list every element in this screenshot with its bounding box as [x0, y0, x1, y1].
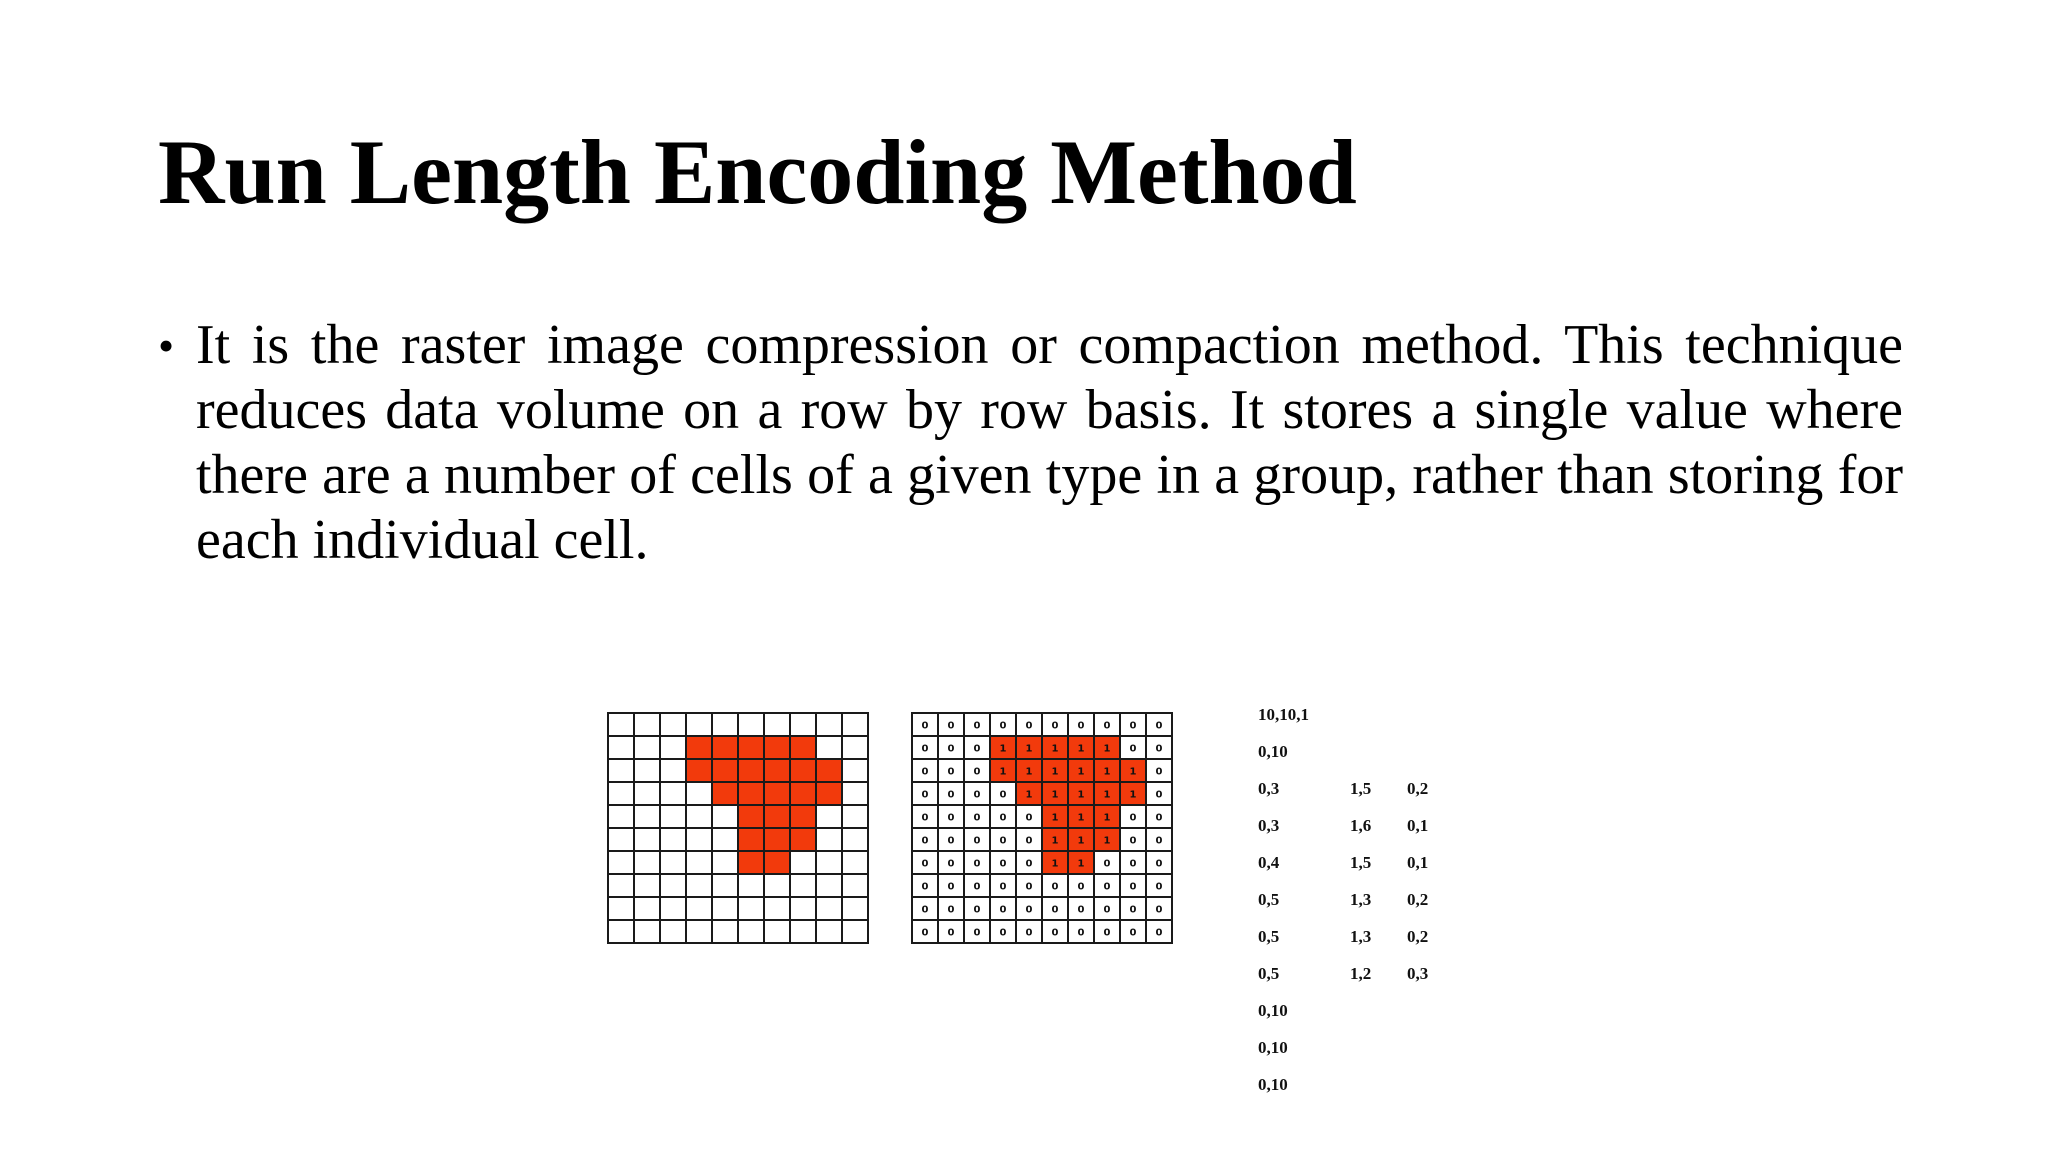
code-value: 0,3 [1407, 964, 1429, 983]
grid-cell-value: 0 [921, 720, 929, 732]
grid-cell [790, 897, 816, 920]
grid-cell-value: 0 [1051, 904, 1059, 916]
grid-cell-value: 0 [1129, 835, 1137, 847]
grid-cell-value: 0 [1103, 881, 1111, 893]
grid-cell [634, 851, 660, 874]
grid-cell-value: 0 [947, 835, 955, 847]
grid-cell [660, 759, 686, 782]
grid-cell [660, 736, 686, 759]
grid-cell-value: 0 [1051, 881, 1059, 893]
grid-cell-value: 1 [1077, 835, 1085, 847]
grid-cell-value: 0 [1129, 927, 1137, 939]
grid-cell [686, 782, 712, 805]
grid-cell-value: 0 [1129, 720, 1137, 732]
slide-title: Run Length Encoding Method [158, 121, 1357, 223]
grid-cell [738, 874, 764, 897]
code-value: 0,10 [1258, 1001, 1288, 1020]
code-value: 1,6 [1350, 816, 1372, 835]
grid-cell-value: 1 [999, 766, 1007, 778]
grid-cell-value: 0 [1155, 835, 1163, 847]
grid-cell [790, 736, 816, 759]
grid-cell [712, 713, 738, 736]
grid-cell-value: 0 [1103, 858, 1111, 870]
grid-cell [660, 851, 686, 874]
grid-cell-value: 0 [1025, 927, 1033, 939]
grid-cell [634, 736, 660, 759]
code-value: 0,4 [1258, 853, 1280, 872]
grid-cell-value: 0 [1129, 881, 1137, 893]
grid-cell [712, 874, 738, 897]
grid-cell-value: 0 [947, 881, 955, 893]
code-row [1258, 889, 1447, 926]
grid-cell-value: 0 [1103, 927, 1111, 939]
grid-cell [712, 759, 738, 782]
code-rows [1258, 741, 1447, 1111]
code-row [1258, 852, 1447, 889]
grid-cell-value: 0 [1051, 927, 1059, 939]
bullet-text: It is the raster image compression or compaction method. This technique reduces data volume on a row by row basis. It stores a single value where there are a number of cells of a given type in a group, rather than storing for each individual cell. [196, 314, 1903, 571]
grid-cell-value: 1 [1103, 835, 1111, 847]
grid-cell-value: 0 [999, 927, 1007, 939]
grid-cell [634, 782, 660, 805]
grid-cell-value: 1 [1077, 766, 1085, 778]
code-value: 0,10 [1258, 1038, 1288, 1057]
grid-cell [686, 828, 712, 851]
grid-cell-value: 0 [1129, 812, 1137, 824]
grid-cell-value: 0 [973, 904, 981, 916]
grid-cell [634, 759, 660, 782]
grid-cell-value: 0 [1025, 881, 1033, 893]
grid-cell [764, 759, 790, 782]
grid-cell [660, 920, 686, 943]
grid-cell-value: 0 [1025, 720, 1033, 732]
grid-cell-value: 1 [1077, 858, 1085, 870]
grid-cell-value: 0 [921, 766, 929, 778]
grid-cell [608, 782, 634, 805]
grid-cell-value: 0 [1129, 858, 1137, 870]
grid-cell [764, 897, 790, 920]
grid-cell [842, 874, 868, 897]
grid-cell [712, 851, 738, 874]
grid-cell [686, 897, 712, 920]
code-value: 1,2 [1350, 964, 1372, 983]
grid-cell-value: 1 [1103, 743, 1111, 755]
grid-cell-value: 0 [947, 927, 955, 939]
grid-cell [790, 828, 816, 851]
code-header-value: 10,10,1 [1258, 705, 1309, 724]
grid-cell-value: 0 [947, 720, 955, 732]
grid-cell-value: 0 [973, 789, 981, 801]
grid-cell-value: 0 [1051, 720, 1059, 732]
grid-cell [660, 874, 686, 897]
grid-cell-value: 0 [973, 881, 981, 893]
grid-cell [686, 874, 712, 897]
grid-cell-value: 0 [999, 904, 1007, 916]
grid-cell [842, 805, 868, 828]
grid-cell-value: 0 [1155, 881, 1163, 893]
grid-cell-value: 0 [921, 904, 929, 916]
grid-cell [608, 805, 634, 828]
grid-cell-value: 0 [921, 927, 929, 939]
code-row [1258, 926, 1447, 963]
grid-cell [660, 782, 686, 805]
grid-cell [738, 851, 764, 874]
grid-cell-value: 0 [1155, 927, 1163, 939]
grid-cell [608, 874, 634, 897]
grid-cell-value: 1 [1103, 766, 1111, 778]
grid-cell [764, 782, 790, 805]
grid-cell [764, 851, 790, 874]
code-value: 1,5 [1350, 779, 1372, 798]
grid-cell-value: 0 [921, 812, 929, 824]
grid-cell-value: 0 [947, 743, 955, 755]
grid-cell-value: 0 [999, 789, 1007, 801]
grid-cell [816, 874, 842, 897]
grid-cell [686, 851, 712, 874]
grid-cell [764, 828, 790, 851]
grid-cell-value: 0 [1103, 904, 1111, 916]
grid-cell [790, 805, 816, 828]
grid-cell-value: 0 [947, 904, 955, 916]
grid-cell [764, 805, 790, 828]
grid-cell-value: 1 [1051, 743, 1059, 755]
grid-cell [712, 828, 738, 851]
grid-cell-value: 0 [1129, 743, 1137, 755]
grid-cell-value: 0 [1025, 858, 1033, 870]
grid-cell-value: 0 [947, 858, 955, 870]
grid-cell-value: 1 [1129, 766, 1137, 778]
raster-grid-coded [910, 711, 1174, 945]
grid-cell [738, 805, 764, 828]
grid-cell [608, 920, 634, 943]
code-header [1258, 704, 1447, 741]
grid-cell [816, 782, 842, 805]
grid-cell [842, 828, 868, 851]
grid-cell-value: 0 [973, 858, 981, 870]
grid-cell [790, 782, 816, 805]
grid-cell [608, 828, 634, 851]
grid-cell [738, 736, 764, 759]
grid-cell-value: 1 [1103, 812, 1111, 824]
code-value: 0,5 [1258, 927, 1280, 946]
grid-cell-value: 0 [1103, 720, 1111, 732]
grid-cell-value: 0 [1025, 812, 1033, 824]
code-value: 0,3 [1258, 779, 1280, 798]
grid-cell-value: 1 [1051, 789, 1059, 801]
grid-cell [842, 897, 868, 920]
grid-cell [712, 897, 738, 920]
grid-cell-value: 1 [1051, 766, 1059, 778]
grid-cell-value: 0 [973, 743, 981, 755]
grid-cell-value: 0 [1077, 720, 1085, 732]
grid-cell-value: 0 [1129, 904, 1137, 916]
grid-cell [660, 828, 686, 851]
grid-cell [712, 736, 738, 759]
grid-cell [842, 759, 868, 782]
grid-cell [816, 736, 842, 759]
coded-grid-svg [910, 711, 1174, 945]
grid-cell-value: 0 [1155, 766, 1163, 778]
grid-cell [660, 805, 686, 828]
grid-cell-value: 0 [973, 812, 981, 824]
grid-cell-value: 0 [921, 835, 929, 847]
grid-cell [634, 805, 660, 828]
grid-cell [634, 897, 660, 920]
grid-cell [842, 736, 868, 759]
grid-cell [660, 713, 686, 736]
grid-cell [738, 782, 764, 805]
grid-cell [790, 759, 816, 782]
grid-cell [816, 897, 842, 920]
grid-cell [842, 920, 868, 943]
grid-cell [738, 897, 764, 920]
grid-cell-value: 0 [921, 858, 929, 870]
grid-cell [842, 851, 868, 874]
grid-cell-value: 0 [1155, 812, 1163, 824]
grid-cell-value: 1 [1025, 743, 1033, 755]
grid-cell-value: 0 [1025, 904, 1033, 916]
plain-grid-svg [606, 711, 870, 945]
grid-cell [634, 874, 660, 897]
grid-cell-value: 0 [1155, 743, 1163, 755]
grid-cell [764, 713, 790, 736]
grid-cell-value: 0 [921, 881, 929, 893]
grid-cell-value: 0 [973, 720, 981, 732]
grid-cell-value: 0 [999, 881, 1007, 893]
code-value: 0,1 [1407, 816, 1429, 835]
grid-cell-value: 1 [1129, 789, 1137, 801]
code-row [1258, 1074, 1447, 1111]
grid-cell [608, 736, 634, 759]
bullet-item [158, 313, 1903, 573]
grid-cell [686, 736, 712, 759]
code-row [1258, 815, 1447, 852]
grid-cell-value: 1 [1077, 743, 1085, 755]
grid-cell-value: 0 [1025, 835, 1033, 847]
raster-grid-plain [606, 711, 870, 945]
grid-cell-value: 1 [999, 743, 1007, 755]
code-value: 0,2 [1407, 890, 1429, 909]
grid-cell [634, 920, 660, 943]
grid-cell [790, 713, 816, 736]
grid-cell-value: 0 [1077, 904, 1085, 916]
bullet-icon: • [158, 320, 175, 371]
code-value: 0,5 [1258, 964, 1280, 983]
code-value: 0,1 [1407, 853, 1429, 872]
grid-cell-value: 0 [999, 858, 1007, 870]
grid-cell [608, 851, 634, 874]
code-row [1258, 1037, 1447, 1074]
grid-cell [738, 920, 764, 943]
grid-cell [764, 874, 790, 897]
grid-cell-value: 0 [947, 812, 955, 824]
code-value: 0,10 [1258, 742, 1288, 761]
grid-cell [686, 805, 712, 828]
code-value: 0,2 [1407, 927, 1429, 946]
grid-cell-value: 1 [1103, 789, 1111, 801]
grid-cell-value: 0 [947, 766, 955, 778]
grid-cell-value: 0 [1155, 858, 1163, 870]
grid-cell [738, 759, 764, 782]
grid-cell [634, 828, 660, 851]
grid-cell [738, 828, 764, 851]
grid-cell [790, 874, 816, 897]
grid-cell-value: 0 [999, 720, 1007, 732]
code-value: 1,3 [1350, 927, 1372, 946]
grid-cell-value: 1 [1025, 789, 1033, 801]
grid-cell [816, 920, 842, 943]
grid-cell-value: 1 [1077, 812, 1085, 824]
grid-cell-value: 0 [973, 835, 981, 847]
code-row [1258, 1000, 1447, 1037]
grid-cell-value: 1 [1077, 789, 1085, 801]
grid-cell-value: 0 [973, 766, 981, 778]
grid-cell [634, 713, 660, 736]
grid-cell [608, 897, 634, 920]
grid-cell [842, 713, 868, 736]
run-length-codes [1258, 704, 1447, 1111]
grid-cell-value: 0 [973, 927, 981, 939]
grid-cell-value: 0 [921, 789, 929, 801]
grid-cell [790, 920, 816, 943]
code-value: 0,3 [1258, 816, 1280, 835]
grid-cell [686, 920, 712, 943]
grid-cell [764, 736, 790, 759]
grid-cell-value: 0 [999, 835, 1007, 847]
grid-cell-value: 1 [1051, 858, 1059, 870]
grid-cell-value: 0 [1155, 789, 1163, 801]
code-row [1258, 963, 1447, 1000]
grid-cell [712, 920, 738, 943]
grid-cell-value: 0 [999, 812, 1007, 824]
code-row [1258, 741, 1447, 778]
grid-cell [816, 713, 842, 736]
grid-cell [816, 759, 842, 782]
grid-cell-value: 1 [1051, 812, 1059, 824]
grid-cell-value: 0 [1077, 927, 1085, 939]
grid-cell-value: 1 [1025, 766, 1033, 778]
grid-cell [842, 782, 868, 805]
grid-cell-value: 0 [1077, 881, 1085, 893]
grid-cell-value: 1 [1051, 835, 1059, 847]
grid-cell-value: 0 [1155, 904, 1163, 916]
code-value: 0,2 [1407, 779, 1429, 798]
grid-cell [790, 851, 816, 874]
grid-cell [816, 828, 842, 851]
grid-cell [686, 759, 712, 782]
grid-cell-value: 0 [947, 789, 955, 801]
grid-cell [686, 713, 712, 736]
grid-cell [764, 920, 790, 943]
code-value: 0,5 [1258, 890, 1280, 909]
grid-cell [608, 759, 634, 782]
code-row [1258, 778, 1447, 815]
code-value: 1,5 [1350, 853, 1372, 872]
grid-cell [816, 851, 842, 874]
code-value: 1,3 [1350, 890, 1372, 909]
grid-cell [738, 713, 764, 736]
grid-cell [816, 805, 842, 828]
grid-cell [608, 713, 634, 736]
grid-cell [712, 805, 738, 828]
grid-cell-value: 0 [921, 743, 929, 755]
code-value: 0,10 [1258, 1075, 1288, 1094]
grid-cell-value: 0 [1155, 720, 1163, 732]
grid-cell [660, 897, 686, 920]
grid-cell [712, 782, 738, 805]
